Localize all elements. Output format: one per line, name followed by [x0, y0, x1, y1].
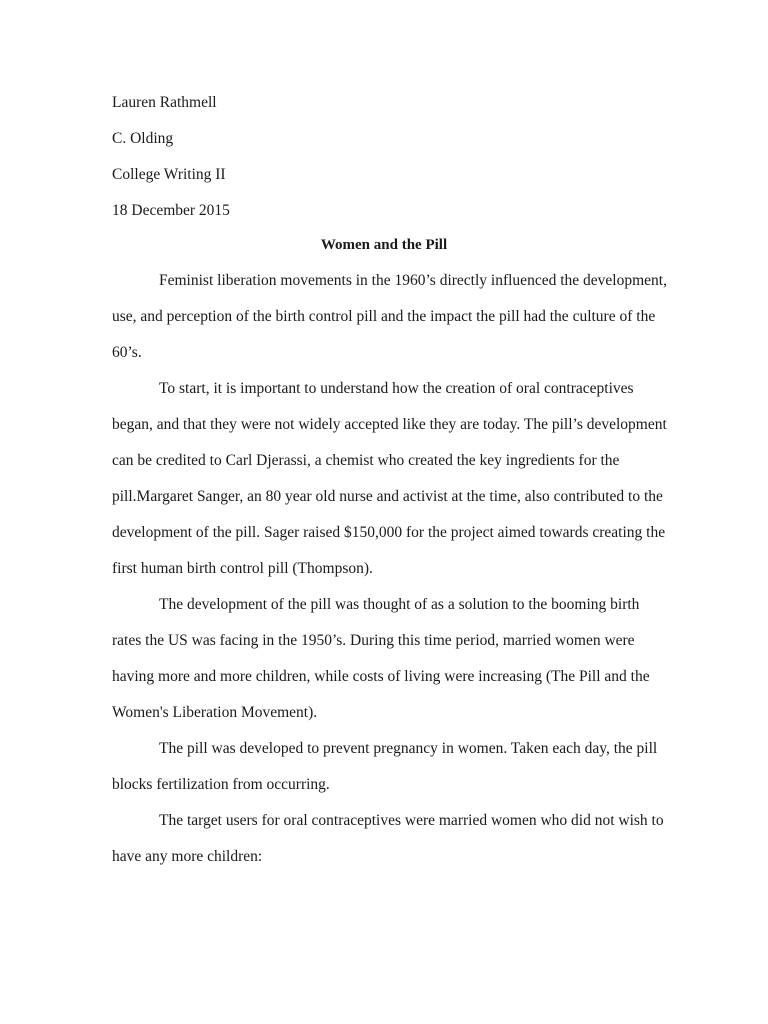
document-date: 18 December 2015: [112, 202, 230, 219]
body-line: Women's Liberation Movement).: [112, 704, 318, 721]
body-line: The target users for oral contraceptives were married women who did not wish to: [159, 812, 664, 829]
body-line: development of the pill. Sager raised $150,000 for the project aimed towards creating the: [112, 524, 666, 541]
body-line: first human birth control pill (Thompson).: [112, 560, 373, 577]
course-name: College Writing II: [112, 166, 226, 183]
body-line: The development of the pill was thought of as a solution to the booming birth: [159, 596, 640, 613]
body-line: To start, it is important to understand how the creation of oral contraceptives: [159, 380, 634, 397]
body-line: have any more children:: [112, 848, 263, 865]
body-line: blocks fertilization from occurring.: [112, 776, 330, 793]
body-line: use, and perception of the birth control pill and the impact the pill had the culture of the: [112, 308, 656, 325]
body-line: rates the US was facing in the 1950’s. During this time period, married women were: [112, 632, 635, 649]
author-name: Lauren Rathmell: [112, 94, 217, 111]
body-line: having more and more children, while costs of living were increasing (The Pill and the: [112, 668, 650, 685]
instructor-name: C. Olding: [112, 130, 174, 147]
body-line: Feminist liberation movements in the 1960’s directly influenced the development,: [159, 272, 667, 289]
document-title: Women and the Pill: [320, 237, 448, 253]
body-line: pill.Margaret Sanger, an 80 year old nurse and activist at the time, also contributed to the: [112, 488, 663, 505]
body-line: 60’s.: [112, 344, 142, 361]
body-line: began, and that they were not widely accepted like they are today. The pill’s development: [112, 416, 667, 433]
body-line: can be credited to Carl Djerassi, a chemist who created the key ingredients for the: [112, 452, 620, 469]
body-line: The pill was developed to prevent pregnancy in women. Taken each day, the pill: [159, 740, 658, 757]
